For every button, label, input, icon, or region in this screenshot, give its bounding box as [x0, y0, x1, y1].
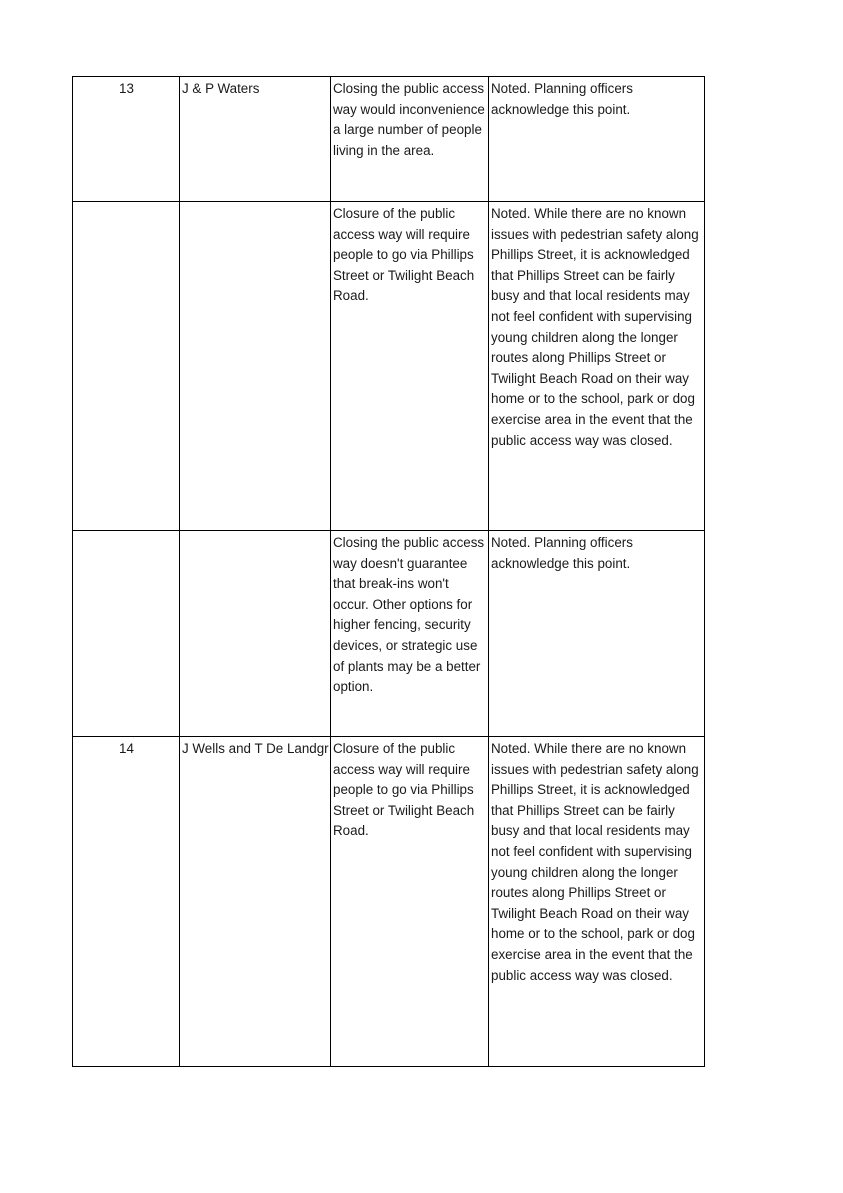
table-row	[73, 77, 705, 202]
submitter-cell	[180, 531, 331, 737]
submission-number: 13	[119, 81, 134, 96]
submitter-name: J & P Waters	[182, 81, 260, 96]
issue-text: Closing the public access way would inconvenience a large number of people living in the area.	[333, 81, 485, 158]
submitter-cell	[180, 77, 331, 202]
submission-number-cell	[73, 737, 180, 1067]
response-cell	[489, 77, 705, 202]
table-row	[73, 737, 705, 1067]
submission-number: 14	[119, 741, 134, 756]
response-cell	[489, 737, 705, 1067]
response-text: Noted. While there are no known issues with pedestrian safety along Phillips Street, it is acknowledged that Phillips Street can be fairly busy and that local residents may not feel confident with supervising young children along the longer routes along Phillips Street or Twilight Beach Road on their way home or to the school, park or dog exercise area in the event that the public access way was closed.	[491, 206, 699, 448]
response-cell	[489, 531, 705, 737]
issue-cell	[331, 531, 489, 737]
response-text: Noted. Planning officers acknowledge this point.	[491, 535, 633, 571]
issue-cell	[331, 737, 489, 1067]
issue-text: Closure of the public access way will require people to go via Phillips Street or Twilight Beach Road.	[333, 741, 475, 839]
table-row	[73, 202, 705, 531]
response-text: Noted. While there are no known issues with pedestrian safety along Phillips Street, it is acknowledged that Phillips Street can be fairly busy and that local residents may not feel confident with supervising young children along the longer routes along Phillips Street or Twilight Beach Road on their way home or to the school, park or dog exercise area in the event that the public access way was closed.	[491, 741, 699, 983]
table-row	[73, 531, 705, 737]
submission-number-cell	[73, 202, 180, 531]
submitter-name: J Wells and T De Landgr	[182, 741, 329, 756]
submitter-cell	[180, 737, 331, 1067]
submitter-cell	[180, 202, 331, 531]
issue-cell	[331, 202, 489, 531]
issue-cell	[331, 77, 489, 202]
response-text: Noted. Planning officers acknowledge this point.	[491, 81, 633, 117]
issue-text: Closing the public access way doesn't guarantee that break-ins won't occur. Other options for higher fencing, security devices, or strategic use of plants may be a better option.	[333, 535, 485, 695]
submission-number-cell	[73, 531, 180, 737]
submissions-table	[72, 76, 705, 1067]
issue-text: Closure of the public access way will require people to go via Phillips Street or Twilight Beach Road.	[333, 206, 475, 304]
submission-number-cell	[73, 77, 180, 202]
response-cell	[489, 202, 705, 531]
